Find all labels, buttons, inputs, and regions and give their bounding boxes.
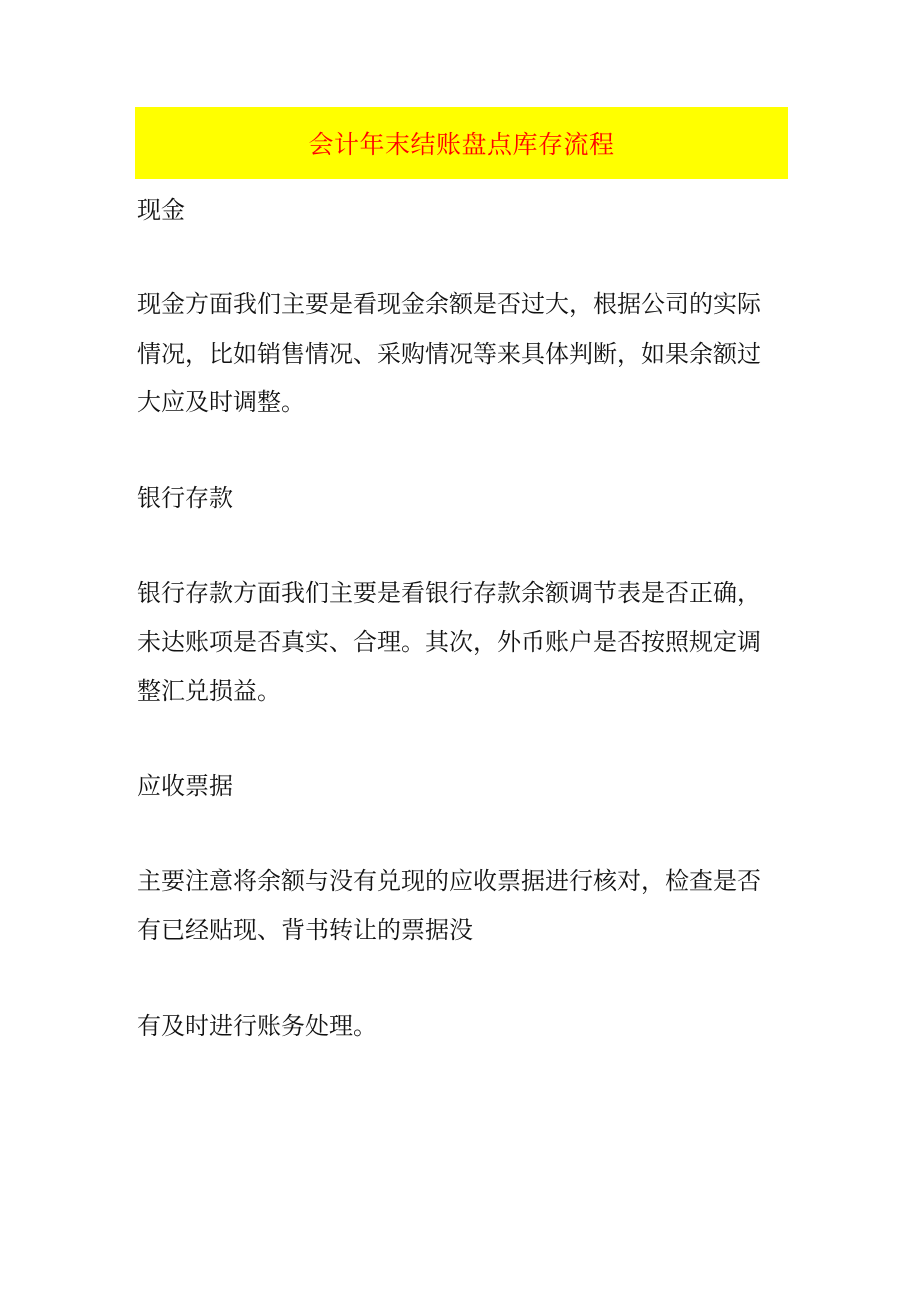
trailing-paragraph: 有及时进行账务处理。 [137, 1012, 377, 1040]
bank-deposit-paragraph-line: 整汇兑损益。 [137, 677, 281, 705]
section-heading-cash: 现金 [137, 196, 185, 224]
document-title: 会计年末结账盘点库存流程 [308, 130, 615, 159]
cash-paragraph-line: 大应及时调整。 [137, 388, 305, 416]
title-banner [135, 107, 788, 179]
section-heading-bank-deposit: 银行存款 [137, 484, 233, 512]
bank-deposit-paragraph-line: 未达账项是否真实、合理。其次，外币账户是否按照规定调 [137, 628, 761, 656]
section-heading-notes-receivable: 应收票据 [137, 772, 233, 800]
cash-paragraph-line: 情况，比如销售情况、采购情况等来具体判断，如果余额过 [137, 340, 761, 368]
cash-paragraph-line: 现金方面我们主要是看现金余额是否过大，根据公司的实际 [137, 290, 761, 318]
bank-deposit-paragraph-line: 银行存款方面我们主要是看银行存款余额调节表是否正确， [137, 579, 761, 607]
notes-receivable-paragraph-line: 主要注意将余额与没有兑现的应收票据进行核对，检查是否 [137, 867, 761, 895]
notes-receivable-paragraph-line: 有已经贴现、背书转让的票据没 [137, 916, 473, 944]
